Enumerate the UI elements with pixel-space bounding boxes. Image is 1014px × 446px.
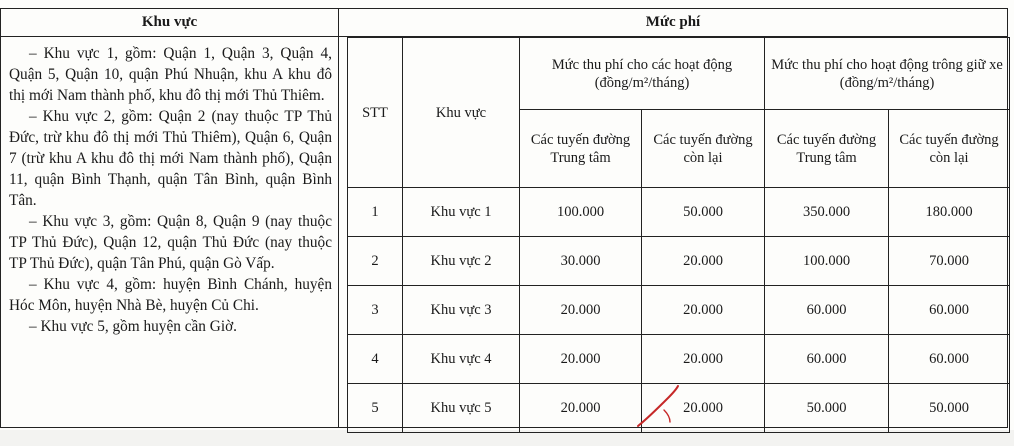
parking-fee-header-text: Mức thu phí cho hoạt động trông giữ xe (đồng/m²/tháng) (771, 56, 1003, 91)
row-activity-center: 30.000 (520, 237, 642, 286)
activity-rest-header: Các tuyến đường còn lại (642, 110, 765, 188)
area-1-description: – Khu vực 1, gồm: Quận 1, Quận 3, Quận 4, Quận 5, Quận 10, quận Phú Nhuận, khu A khu đô thị mới Nam thành phố, khu đô thị mới Thủ Thiêm. (9, 45, 332, 104)
row-stt: 5 (348, 384, 403, 433)
parking-center-header: Các tuyến đường Trung tâm (765, 110, 889, 188)
row-activity-rest: 20.000 (642, 384, 765, 433)
row-activity-rest: 50.000 (642, 188, 765, 237)
row-parking-center: 60.000 (765, 335, 889, 384)
row-stt: 3 (348, 286, 403, 335)
row-area: Khu vực 4 (403, 335, 520, 384)
row-activity-center: 20.000 (520, 335, 642, 384)
row-parking-center: 60.000 (765, 286, 889, 335)
parking-fee-header (765, 38, 1010, 110)
area-3-description: – Khu vực 3, gồm: Quận 8, Quận 9 (nay thuộc TP Thủ Đức), Quận 12, quận Thủ Đức (nay thuộc TP Thủ Đức), quận Tân Phú, quận Gò Vấp. (9, 213, 332, 272)
row-activity-center: 20.000 (520, 384, 642, 433)
row-area: Khu vực 5 (403, 384, 520, 433)
row-area: Khu vực 2 (403, 237, 520, 286)
row-parking-rest: 60.000 (889, 286, 1010, 335)
stt-header: STT (348, 38, 403, 188)
row-parking-rest: 180.000 (889, 188, 1010, 237)
fee-table-frame (0, 8, 1008, 428)
row-parking-rest: 70.000 (889, 237, 1010, 286)
table-row (348, 335, 1010, 384)
row-parking-rest: 60.000 (889, 335, 1010, 384)
row-stt: 2 (348, 237, 403, 286)
table-row (348, 384, 1010, 433)
row-activity-center: 100.000 (520, 188, 642, 237)
row-activity-rest: 20.000 (642, 286, 765, 335)
activity-fee-header (520, 38, 765, 110)
row-parking-rest: 50.000 (889, 384, 1010, 433)
area-4-description: – Khu vực 4, gồm: huyện Bình Chánh, huyện Hóc Môn, huyện Nhà Bè, huyện Củ Chi. (9, 276, 332, 314)
row-parking-center: 350.000 (765, 188, 889, 237)
row-stt: 4 (348, 335, 403, 384)
row-area: Khu vực 3 (403, 286, 520, 335)
area-header: Khu vực (403, 38, 520, 188)
fee-column (339, 9, 1007, 427)
area-2-description: – Khu vực 2, gồm: Quận 2 (nay thuộc TP Thủ Đức, trừ khu đô thị mới Thủ Thiêm), Quận 6, Quận 7 (trừ khu A khu đô thị mới Nam thành phố), Quận 11, quận Bình Thạnh, quận Tân Bình, quận Bình Tân. (9, 108, 332, 209)
fee-column-header: Mức phí (339, 9, 1007, 37)
area-description-column (1, 9, 339, 427)
row-stt: 1 (348, 188, 403, 237)
row-activity-center: 20.000 (520, 286, 642, 335)
area-5-description: – Khu vực 5, gồm huyện cần Giờ. (29, 318, 237, 335)
fee-table (347, 37, 1010, 433)
row-parking-center: 100.000 (765, 237, 889, 286)
table-row (348, 237, 1010, 286)
table-row (348, 286, 1010, 335)
row-activity-rest: 20.000 (642, 237, 765, 286)
area-column-header: Khu vực (1, 9, 338, 37)
row-activity-rest: 20.000 (642, 335, 765, 384)
activity-center-header: Các tuyến đường Trung tâm (520, 110, 642, 188)
row-area: Khu vực 1 (403, 188, 520, 237)
parking-rest-header: Các tuyến đường còn lại (889, 110, 1010, 188)
activity-fee-header-text: Mức thu phí cho các hoạt động (đồng/m²/tháng) (551, 56, 733, 91)
row-parking-center: 50.000 (765, 384, 889, 433)
table-row (348, 188, 1010, 237)
area-descriptions (1, 37, 338, 337)
